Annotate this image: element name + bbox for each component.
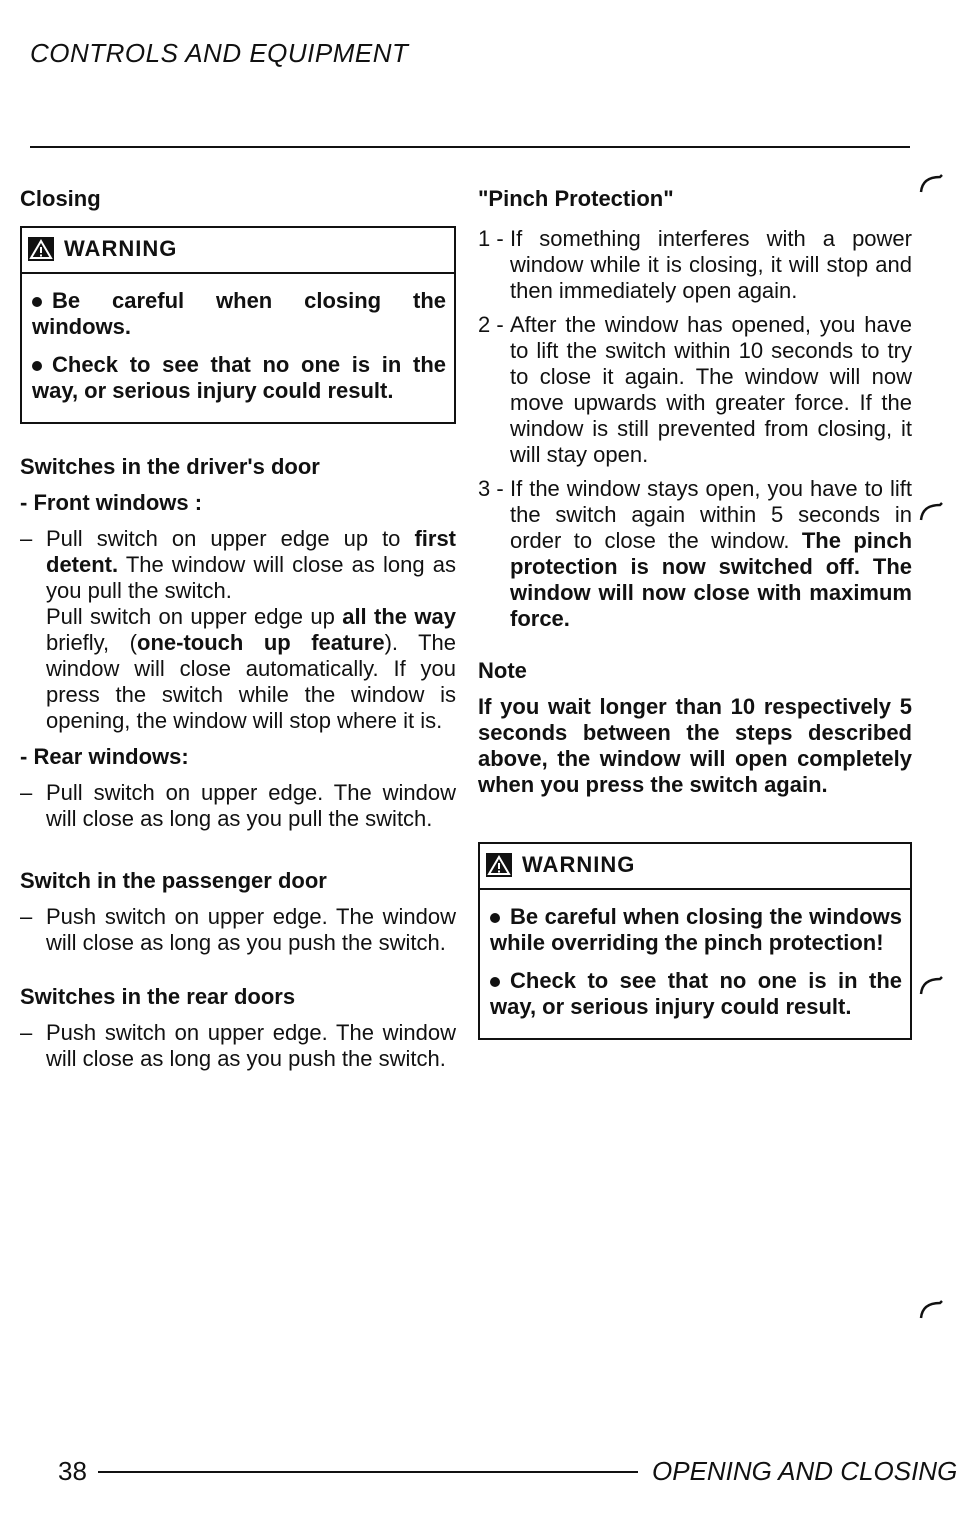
list-item-text: Pull switch on upper edge. The window will close as long as you pull the switch. — [46, 780, 456, 831]
warning-header — [480, 844, 910, 890]
list-item — [20, 526, 456, 734]
numbered-step — [478, 226, 912, 304]
section-heading-pinch-protection: "Pinch Protection" — [478, 186, 674, 211]
warning-triangle-icon — [486, 853, 512, 877]
step-text — [510, 476, 912, 632]
step-text: If something interferes with a power window while it is closing, it will stop and then immediately open again. — [510, 226, 912, 303]
numbered-step — [478, 476, 912, 632]
text-run-bold: one-touch up feature — [137, 630, 385, 655]
list-item-text: Push switch on upper edge. The window will close as long as you push the switch. — [46, 904, 456, 955]
warning-item — [32, 352, 446, 404]
dash-marker: – — [20, 780, 33, 805]
left-column — [20, 186, 456, 1082]
footer-section-title: OPENING AND CLOSING — [652, 1456, 958, 1486]
text-run: Pull switch on upper edge up to — [46, 526, 415, 551]
list-item — [20, 780, 456, 832]
warning-item-text: Check to see that no one is in the way, or serious injury could result. — [490, 968, 902, 1019]
warning-label: WARNING — [522, 852, 636, 877]
list-item-text: Push switch on upper edge. The window will close as long as you push the switch. — [46, 1020, 456, 1071]
warning-header — [22, 228, 454, 274]
note-heading: Note — [478, 658, 527, 683]
subheading-front-windows: - Front windows : — [20, 490, 203, 515]
dash-marker: – — [20, 904, 33, 929]
subheading-passenger-door: Switch in the passenger door — [20, 868, 327, 893]
warning-item-text: Check to see that no one is in the way, or serious injury could result. — [32, 352, 446, 403]
page-number: 38 — [58, 1456, 87, 1486]
text-run-bold: first detent. — [46, 526, 456, 577]
step-number: 1 - — [478, 226, 504, 251]
warning-item-text: Be careful when closing the windows. — [32, 288, 446, 339]
warning-item — [490, 904, 902, 956]
subheading-rear-doors: Switches in the rear doors — [20, 984, 296, 1009]
step-number: 3 - — [478, 476, 504, 501]
warning-item — [490, 968, 902, 1020]
warning-body — [22, 274, 454, 422]
margin-mark-icon — [918, 502, 944, 522]
header-rule — [30, 146, 910, 148]
list-item-text — [46, 526, 456, 734]
bullet-icon — [490, 913, 500, 923]
dash-marker: – — [20, 1020, 33, 1045]
warning-label: WARNING — [64, 236, 178, 261]
margin-mark-icon — [918, 1300, 944, 1320]
text-run-bold: The pinch protection is now switched off. The window will now close with maximum force. — [510, 528, 913, 631]
warning-box-1 — [20, 226, 456, 424]
text-run: briefly, ( — [46, 630, 137, 655]
warning-item-text: Be careful when closing the windows while overriding the pinch protection! — [490, 904, 902, 955]
step-text: After the window has opened, you have to lift the switch within 10 seconds to try to close it again. The window will now move upwards with greater force. If the window is still prevented from closing, it will stay open. — [510, 312, 912, 467]
margin-mark-icon — [918, 174, 944, 194]
warning-body — [480, 890, 910, 1038]
dash-marker: – — [20, 526, 33, 551]
margin-mark-icon — [918, 976, 944, 996]
page-header: CONTROLS AND EQUIPMENT — [30, 38, 409, 68]
text-run: The window will close as long as you pull the switch. — [46, 552, 456, 603]
list-item — [20, 904, 456, 956]
bullet-icon — [32, 361, 42, 371]
text-run: Pull switch on upper edge up — [46, 604, 343, 629]
bullet-icon — [490, 977, 500, 987]
numbered-step — [478, 312, 912, 468]
subheading-drivers-door: Switches in the driver's door — [20, 454, 320, 479]
text-run: ). The window will close automatically. If you press the switch while the window is opening, the window will stop where it is. — [46, 630, 457, 733]
warning-box-2 — [478, 842, 912, 1040]
note-text: If you wait longer than 10 respectively 5 seconds between the steps described above, the window will open completely when you press the switch again. — [478, 694, 912, 797]
text-run-bold: all the way — [342, 604, 456, 629]
subheading-rear-windows: - Rear windows: — [20, 744, 189, 769]
text-run: If the window stays open, you have to lift the switch again within 5 seconds in order to close the window. — [510, 476, 912, 553]
section-heading-closing: Closing — [20, 186, 101, 211]
warning-item — [32, 288, 446, 340]
warning-triangle-icon — [28, 237, 54, 261]
footer-rule — [98, 1471, 638, 1473]
bullet-icon — [32, 297, 42, 307]
list-item — [20, 1020, 456, 1072]
right-column — [478, 186, 912, 1070]
step-number: 2 - — [478, 312, 504, 337]
